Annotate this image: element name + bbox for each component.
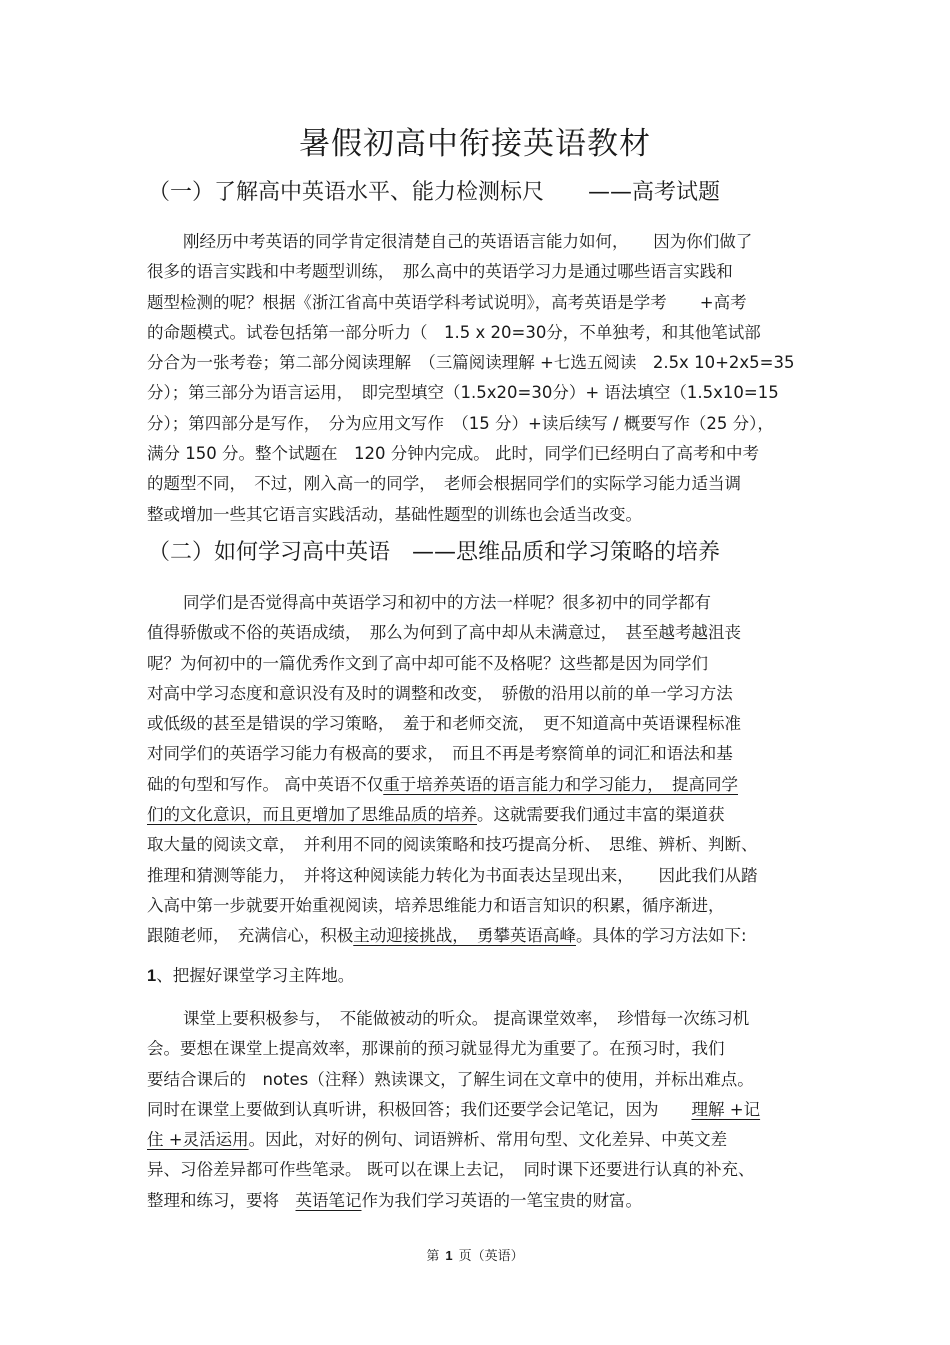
text-line: 对同学们的英语学习能力有极高的要求， 而且不再是考察简单的词汇和语法和基 — [147, 744, 733, 764]
underlined-phrase: 重于培养英语的语言能力和学习能力， 提高同学 — [383, 774, 738, 794]
text-fragment: 同时在课堂上要做到认真听讲，积极回答；我们还要学会记笔记，因为 — [147, 1099, 692, 1119]
text-line: 的命题模式。试卷包括第一部分听力（ 1.5 x 20=30分，不单独考，和其他笔试部 — [147, 322, 761, 342]
text-line: 会。要想在课堂上提高效率，那课前的预习就显得尤为重要了。在预习时，我们 — [147, 1039, 725, 1059]
text-line — [147, 770, 812, 800]
footer-suffix: 页（英语） — [458, 1249, 524, 1264]
text-line: 刚经历中考英语的同学肯定很清楚自己的英语语言能力如何， 因为你们做了 — [183, 232, 753, 251]
page-footer — [0, 1246, 950, 1267]
numbered-item-1 — [147, 963, 354, 989]
text-fragment: 。因此，对好的例句、词语辨析、常用句型、文化差异、中英文差 — [248, 1130, 728, 1150]
document-title: 暑假初高中衔接英语教材 — [299, 126, 651, 162]
text-line: 或低级的甚至是错误的学习策略， 羞于和老师交流， 更不知道高中英语课程标准 — [147, 714, 741, 734]
text-line: 分合为一张考卷；第二部分阅读理解 （三篇阅读理解 +七选五阅读 2.5x 10+2x5=35 — [147, 353, 795, 373]
underlined-phrase: 理解 +记 — [691, 1099, 761, 1119]
text-line — [147, 800, 812, 830]
section-1-paragraph — [147, 227, 812, 530]
text-fragment: 。这就需要我们通过丰富的渠道获 — [477, 805, 725, 825]
text-line: 满分 150 分。整个试题在 120 分钟内完成。 此时，同学们已经明白了高考和中考 — [147, 444, 759, 464]
text-line: 题型检测的呢？根据《浙江省高中英语学科考试说明》，高考英语是学考 +高考 — [147, 292, 747, 312]
text-line: 的题型不同， 不过，刚入高一的同学， 老师会根据同学们的实际学习能力适当调 — [147, 474, 741, 494]
text-line: 值得骄傲或不俗的英语成绩， 那么为何到了高中却从未满意过， 甚至越考越沮丧 — [147, 623, 741, 643]
footer-prefix: 第 — [426, 1249, 440, 1264]
text-line: 整或增加一些其它语言实践活动，基础性题型的训练也会适当改变。 — [147, 504, 642, 524]
underlined-phrase: 们的文化意识，而且更增加了思维品质的培养 — [147, 805, 477, 825]
section-heading-1: （一）了解高中英语水平、能力检测标尺 ——高考试题 — [148, 180, 721, 205]
text-line: 分）；第四部分是写作， 分为应用文写作 （15 分）+读后续写 / 概要写作（25 分）， — [147, 413, 774, 433]
text-line: 课堂上要积极参与， 不能做被动的听众。 提高课堂效率， 珍惜每一次练习机 — [183, 1009, 750, 1028]
section-2-paragraph — [147, 588, 812, 952]
item-number: 1 — [147, 967, 157, 985]
section-3-paragraph — [147, 1004, 812, 1216]
text-line — [147, 921, 812, 951]
text-line: 要结合课后的 notes（注释）熟读课文，了解生词在文章中的使用，并标出难点。 — [147, 1069, 754, 1089]
text-line — [147, 1095, 812, 1125]
page-number: 1 — [445, 1248, 453, 1263]
underlined-phrase: 住 +灵活运用 — [147, 1130, 249, 1150]
text-fragment: 整理和练习，要将 — [147, 1190, 296, 1210]
text-line: 分）；第三部分为语言运用， 即完型填空（1.5x20=30分）+ 语法填空（1.5x10=15 — [147, 383, 779, 403]
underlined-phrase: 英语笔记 — [295, 1190, 362, 1210]
text-fragment: 作为我们学习英语的一笔宝贵的财富。 — [361, 1190, 642, 1210]
section-heading-2: （二）如何学习高中英语 ——思维品质和学习策略的培养 — [148, 540, 721, 565]
text-line: 入高中第一步就要开始重视阅读，培养思维能力和语言知识的积累，循序渐进， — [147, 895, 725, 915]
text-line: 呢？为何初中的一篇优秀作文到了高中却可能不及格呢？这些都是因为同学们 — [147, 653, 708, 673]
text-line: 对高中学习态度和意识没有及时的调整和改变， 骄傲的沿用以前的单一学习方法 — [147, 683, 733, 703]
text-line: 很多的语言实践和中考题型训练， 那么高中的英语学习力是通过哪些语言实践和 — [147, 262, 733, 282]
text-line — [147, 1125, 812, 1155]
text-fragment: 跟随老师， 充满信心，积极 — [147, 926, 354, 946]
text-fragment: 。具体的学习方法如下: — [576, 926, 747, 946]
underlined-phrase: 主动迎接挑战， 勇攀英语高峰 — [353, 926, 576, 946]
text-fragment: 础的句型和写作。 高中英语不仅 — [147, 774, 384, 794]
text-line: 取大量的阅读文章， 并利用不同的阅读策略和技巧提高分析、 思维、辨析、判断、 — [147, 835, 758, 855]
text-line — [147, 1186, 812, 1216]
text-line: 推理和猜测等能力， 并将这种阅读能力转化为书面表达呈现出来， 因此我们从踏 — [147, 865, 758, 885]
text-line: 异、习俗差异都可作些笔录。 既可以在课上去记， 同时课下还要进行认真的补充、 — [147, 1160, 755, 1180]
item-text: 、把握好课堂学习主阵地。 — [156, 966, 355, 985]
text-line: 同学们是否觉得高中英语学习和初中的方法一样呢？很多初中的同学都有 — [183, 593, 711, 612]
